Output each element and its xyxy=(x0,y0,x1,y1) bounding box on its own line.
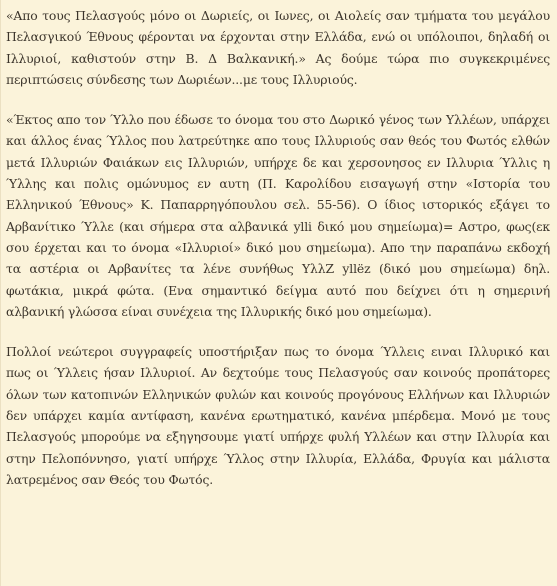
paragraph-hyllus-illyrians: «Έκτος απο τον Ύλλο που έδωσε το όνομα του στο Δωρικό γένος των Υλλέων, υπάρχει και άλλος ένας Ύλλος που λατρεύτηκε απο τους Ιλλυριούς σαν θεός του Φωτός ελθών μετά Ιλλυριών Φαιάκων εις Ιλλυριών, υπήρχε δε και χερσονησος εν Ιλλυρια Ύλλις η Ύλλης και πολις ομώνυμος εν αυτη (Π. Καρολίδου εισαγωγή στην «Ιστορία του Ελληνικού Έθνους» Κ. Παπαρρηγόπουλου σελ. 55-56). Ο ίδιος ιστορικός εξάγει το Αρβανίτικο Ύλλε (και σήμερα στα αλβανικά ylli δικό μου σημείωμα)= Αστρο, φως(εκ σου έρχεται και το όνομα «Ιλλυριοί» δικό μου σημείωμα). Απο την παραπάνω εκδοχή τα αστέρια οι Αρβανίτες τα λένε συνήθως ΥλλΖ yllëz (δικό μου σημείωμα) δηλ. φωτάκια, μικρά φώτα. (Ενα σημαντικό δείγμα αυτό που δείχνει ότι η σημερινή αλβανική γλώσσα είναι συνέχεια της Ιλλυρικής δικό μου σημείωμα). xyxy=(6,112,550,319)
paragraph-hylleis-pelasgians: Πολλοί νεώτεροι συγγραφείς υποστήριξαν πως το όνομα Ύλλεις ειναι Ιλλυρικό και πως οι Ύλλεις ήσαν Ιλλυριοί. Αν δεχτούμε τους Πελασγούς σαν κοινούς προπάτορες όλων των κατοπινών Ελληνικών φυλών και κοινούς προγόνους Ελλήνων και Ιλλυριών δεν υπάρχει καμία αντίφαση, κανένα ερωτηματικό, κανένα μπέρδεμα. Μονό με τους Πελασγούς μπορούμε να εξηγησουμε γιατί υπήρχε φυλή Υλλέων και στην Ιλλυρία και στην Πελοπόννησο, γιατί υπήρχε Ύλλος στην Ιλλυρία, Ελλάδα, Φρυγία και μάλιστα λατρεμένος σαν Θεός του Φωτός. xyxy=(6,344,550,487)
paragraph-dorians-ionians: «Απο τους Πελασγούς μόνο οι Δωριείς, οι Ιωνες, οι Αιολείς σαν τμήματα του μεγάλου Πελασγικού Έθνους φέρονται να έρχονται στην Ελλάδα, ενώ οι υπόλοιποι, δηλαδή οι Ιλλυριοί, καθιστούν στην Β. Δ Βαλκανική.» Ας δούμε τώρα πιο συγκεκριμένες περιπτώσεις σύνδεσης των Δωριέων...με τους Ιλλυριούς. xyxy=(6,8,550,87)
